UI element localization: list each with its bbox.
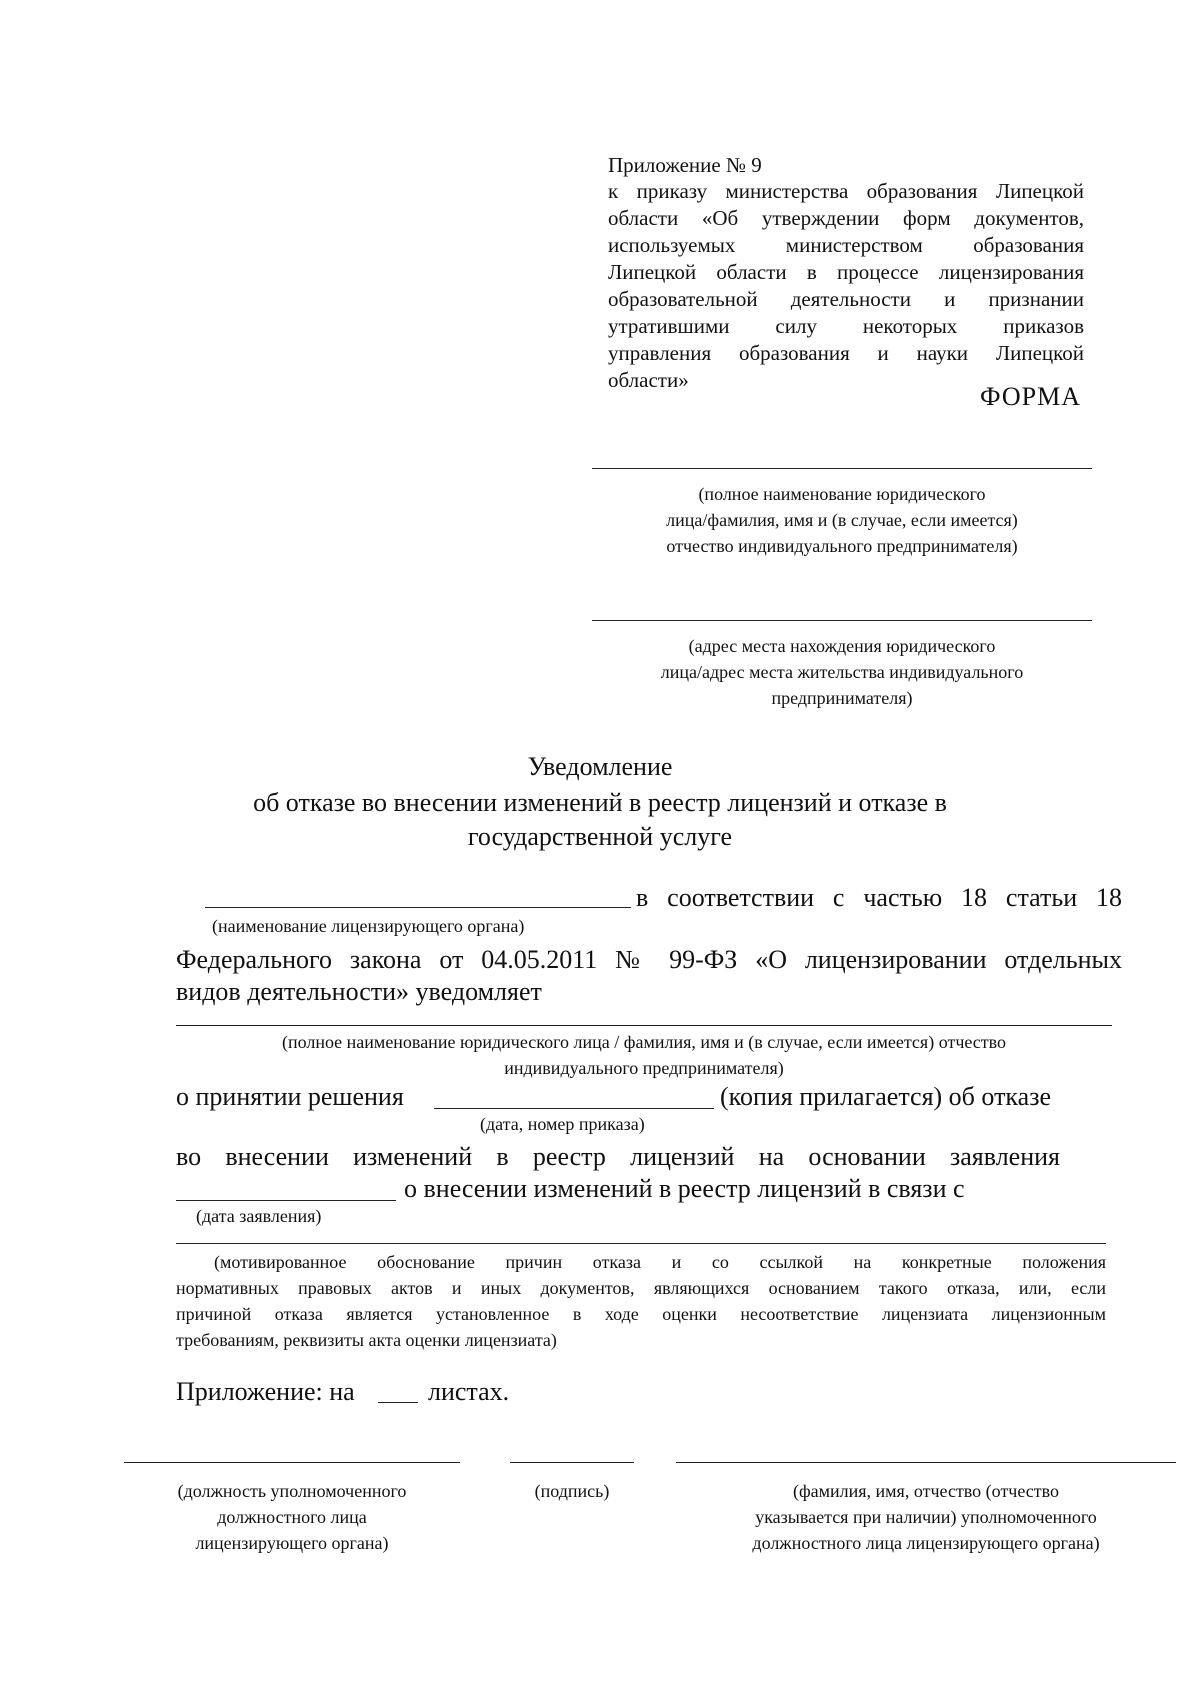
appendix-line: утратившими силу некоторых приказов (608, 314, 1084, 338)
order-date-number-line (434, 1108, 714, 1109)
caption-line: причиной отказа является установленное в ходе оценки несоответствие лицензиата лицензионным (176, 1304, 1106, 1324)
caption-line: нормативных правовых актов и иных документов, являющихся основанием такого отказа, или, если (176, 1278, 1106, 1298)
caption-line: указывается при наличии) уполномоченного (755, 1507, 1097, 1527)
appendix-line: к приказу министерства образования Липецкой (608, 179, 1084, 203)
caption-line: предпринимателя) (771, 688, 913, 708)
notifies-text: видов деятельности» уведомляет (176, 977, 542, 1006)
attachment-sheets-text: листах. (428, 1377, 510, 1406)
law-reference-text: Федерального закона от 04.05.2011 № 99-ФЗ «О лицензировании отдельных (176, 945, 1122, 974)
recipient-name-caption (592, 481, 1092, 559)
full-name-caption (676, 1478, 1176, 1556)
caption-line: должностного лица лицензирующего органа) (752, 1533, 1100, 1553)
authority-caption: (наименование лицензирующего органа) (212, 916, 525, 936)
licensee-name-line (176, 1025, 1112, 1026)
full-name-line (676, 1462, 1176, 1463)
recipient-address-line (592, 620, 1092, 621)
reason-line (176, 1243, 1106, 1244)
application-date-line (176, 1200, 396, 1201)
appendix-line: используемых министерством образования (608, 233, 1084, 257)
form-label: ФОРМА (980, 382, 1081, 411)
caption-line: (фамилия, имя, отчество (отчество (792, 1481, 1060, 1501)
authority-name-line (205, 907, 631, 908)
notice-subtitle: об отказе во внесении изменений в реестр лицензий и отказе в (253, 788, 947, 817)
appendix-title: Приложение № 9 (608, 153, 762, 177)
caption-line: (полное наименование юридического (698, 484, 986, 504)
signature-line (510, 1462, 634, 1463)
decision-text: о принятии решения (176, 1082, 404, 1111)
notice-subtitle: государственной услуге (467, 822, 733, 851)
appendix-line: управления образования и науки Липецкой (608, 341, 1084, 365)
basis-statement-text: во внесении изменений в реестр лицензий на основании заявления (176, 1142, 1060, 1171)
copy-attached-text: (копия прилагается) об отказе (720, 1082, 1052, 1111)
recipient-address-caption (592, 633, 1092, 711)
caption-line: отчество индивидуального предпринимателя) (666, 536, 1018, 556)
caption-line: (должность уполномоченного (177, 1481, 407, 1501)
caption-line: лица/фамилия, имя и (в случае, если имеется) (666, 510, 1018, 530)
notice-title: Уведомление (527, 752, 673, 781)
caption-line: требованиям, реквизиты акта оценки лицензиата) (176, 1330, 557, 1350)
in-connection-text: о внесении изменений в реестр лицензий в связи с (404, 1174, 965, 1203)
appendix-line: области» (608, 368, 689, 392)
order-caption: (дата, номер приказа) (480, 1114, 645, 1134)
position-line (124, 1462, 460, 1463)
caption-line: индивидуального предпринимателя) (504, 1058, 784, 1078)
appendix-reference (608, 178, 1084, 394)
caption-line: должностного лица (217, 1507, 367, 1527)
application-date-caption: (дата заявления) (196, 1206, 322, 1226)
appendix-line: образовательной деятельности и признании (608, 287, 1084, 311)
licensee-caption (176, 1029, 1112, 1081)
caption-line: (адрес места нахождения юридического (688, 636, 996, 656)
sheet-count-line (378, 1402, 418, 1403)
attachment-label: Приложение: на (176, 1377, 355, 1406)
legal-basis-text: в соответствии с частью 18 статьи 18 (636, 883, 1122, 912)
recipient-name-line (592, 468, 1092, 469)
caption-line: лицензирующего органа) (195, 1533, 389, 1553)
position-caption (124, 1478, 460, 1556)
appendix-line: Липецкой области в процессе лицензирования (608, 260, 1084, 284)
caption-line: (полное наименование юридического лица / фамилия, имя и (в случае, если имеется) отчество (281, 1032, 1007, 1052)
caption-line: (мотивированное обоснование причин отказа и со ссылкой на конкретные положения (214, 1252, 1106, 1272)
caption-line: лица/адрес места жительства индивидуального (660, 662, 1024, 682)
signature-caption: (подпись) (534, 1481, 610, 1501)
appendix-line: области «Об утверждении форм документов, (608, 206, 1084, 230)
reason-caption (176, 1249, 1106, 1353)
